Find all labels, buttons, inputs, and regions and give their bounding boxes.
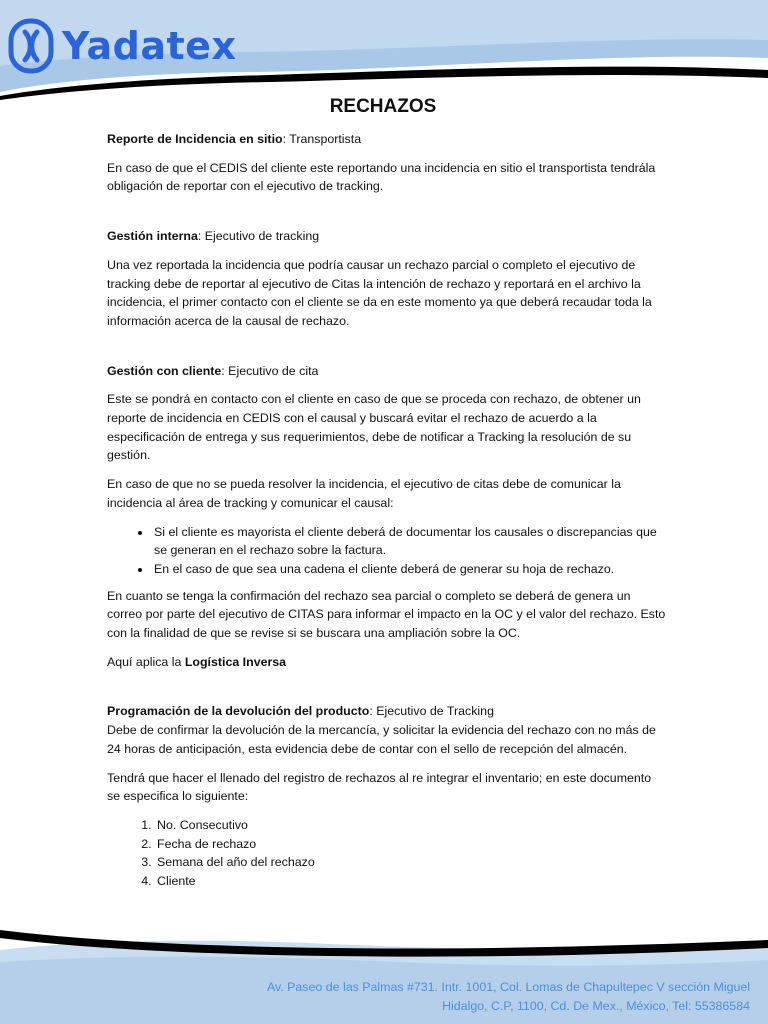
list-item: 3. Semana del año del rechazo [155,853,667,872]
footer-line: Av. Paseo de las Palmas #731. Intr. 1001, Col. Lomas de Chapultepec V sección Miguel [266,980,750,994]
brand-name: Yadatex [62,24,237,68]
paragraph [107,653,667,672]
page-title: RECHAZOS [329,96,437,117]
section-heading: Programación de la devolución del producto [107,704,370,719]
bullet-list [107,523,667,579]
section-role: : Ejecutivo de Tracking [369,704,494,719]
section-role: : Ejecutivo de cita [221,363,319,378]
section-role: : Transportista [282,132,362,146]
yadatex-logo-icon [8,18,54,74]
list-item: • Si el cliente es mayorista el cliente deberá de documentar los causales o discrepancias que se generan en el rechazo sobre la factura. [152,523,667,560]
paragraph: Debe de confirmar la devolución de la mercancía, y solicitar la evidencia del rechazo con no más de 24 horas de anticipación, esta evidencia debe de contar con el sello de recepción del almacén. [107,723,656,756]
list-item: 2. Fecha de rechazo [155,835,667,854]
brand-logo [8,16,236,76]
emphasis-text: Logística Inversa [184,654,287,669]
document-body [107,92,667,891]
paragraph: Tendrá que hacer el llenado del registro de rechazos al re integrar el inventario; en este documento se especifica lo siguiente: [107,770,652,804]
footer-address [267,978,750,1016]
section-gestion-interna-heading [107,227,667,246]
list-item: 4. Cliente [155,872,667,891]
footer-line: Hidalgo, C.P, 1100, Cd. De Mex., México, Tel: 55386584 [442,999,750,1013]
paragraph: En caso de que no se pueda resolver la incidencia, el ejecutivo de citas debe de comunicar la incidencia al área de tracking y comunicar el causal: [107,477,621,510]
paragraph: Este se pondrá en contacto con el cliente en caso de que se proceda con rechazo, de obtener un reporte de incidencia en CEDIS con el causal y buscará evitar el rechazo de acuerdo a la especificación de entrega y sus requerimientos, debe de notificar a Tracking la resolución de su gestión. [107,392,641,463]
paragraph-text: Aquí aplica la [107,654,185,669]
section-incidencia-heading [107,130,667,149]
paragraph: Una vez reportada la incidencia que podría causar un rechazo parcial o completo el ejecutivo de tracking debe de reportar al ejecutivo de Citas la intención de rechazo y reportará en el archivo la incidencia, el primer contacto con el cliente se da en este momento ya que deberá recaudar toda la información acerca de la causal de rechazo. [107,257,652,328]
paragraph: En caso de que el CEDIS del cliente este reportando una incidencia en sitio el transportista tendrála obligación de reportar con el ejecutivo de tracking. [107,160,656,194]
section-heading: Gestión interna [107,229,198,244]
list-item: • En el caso de que sea una cadena el cliente deberá de generar su hoja de rechazo. [152,560,667,579]
paragraph: En cuanto se tenga la confirmación del rechazo sea parcial o completo se deberá de genera un correo por parte del ejecutivo de CITAS para informar el impacto en la OC y el valor del rechazo. Esto con la finalidad de que se revise si se buscara una ampliación sobre la OC. [107,588,666,641]
section-heading: Reporte de Incidencia en sitio [107,132,283,146]
section-gestion-cliente-heading [107,362,667,381]
section-programacion-heading [107,702,667,721]
list-item: 1. No. Consecutivo [155,816,667,835]
numbered-list [107,816,667,891]
section-heading: Gestión con cliente [107,363,222,378]
section-role: : Ejecutivo de tracking [197,229,320,244]
